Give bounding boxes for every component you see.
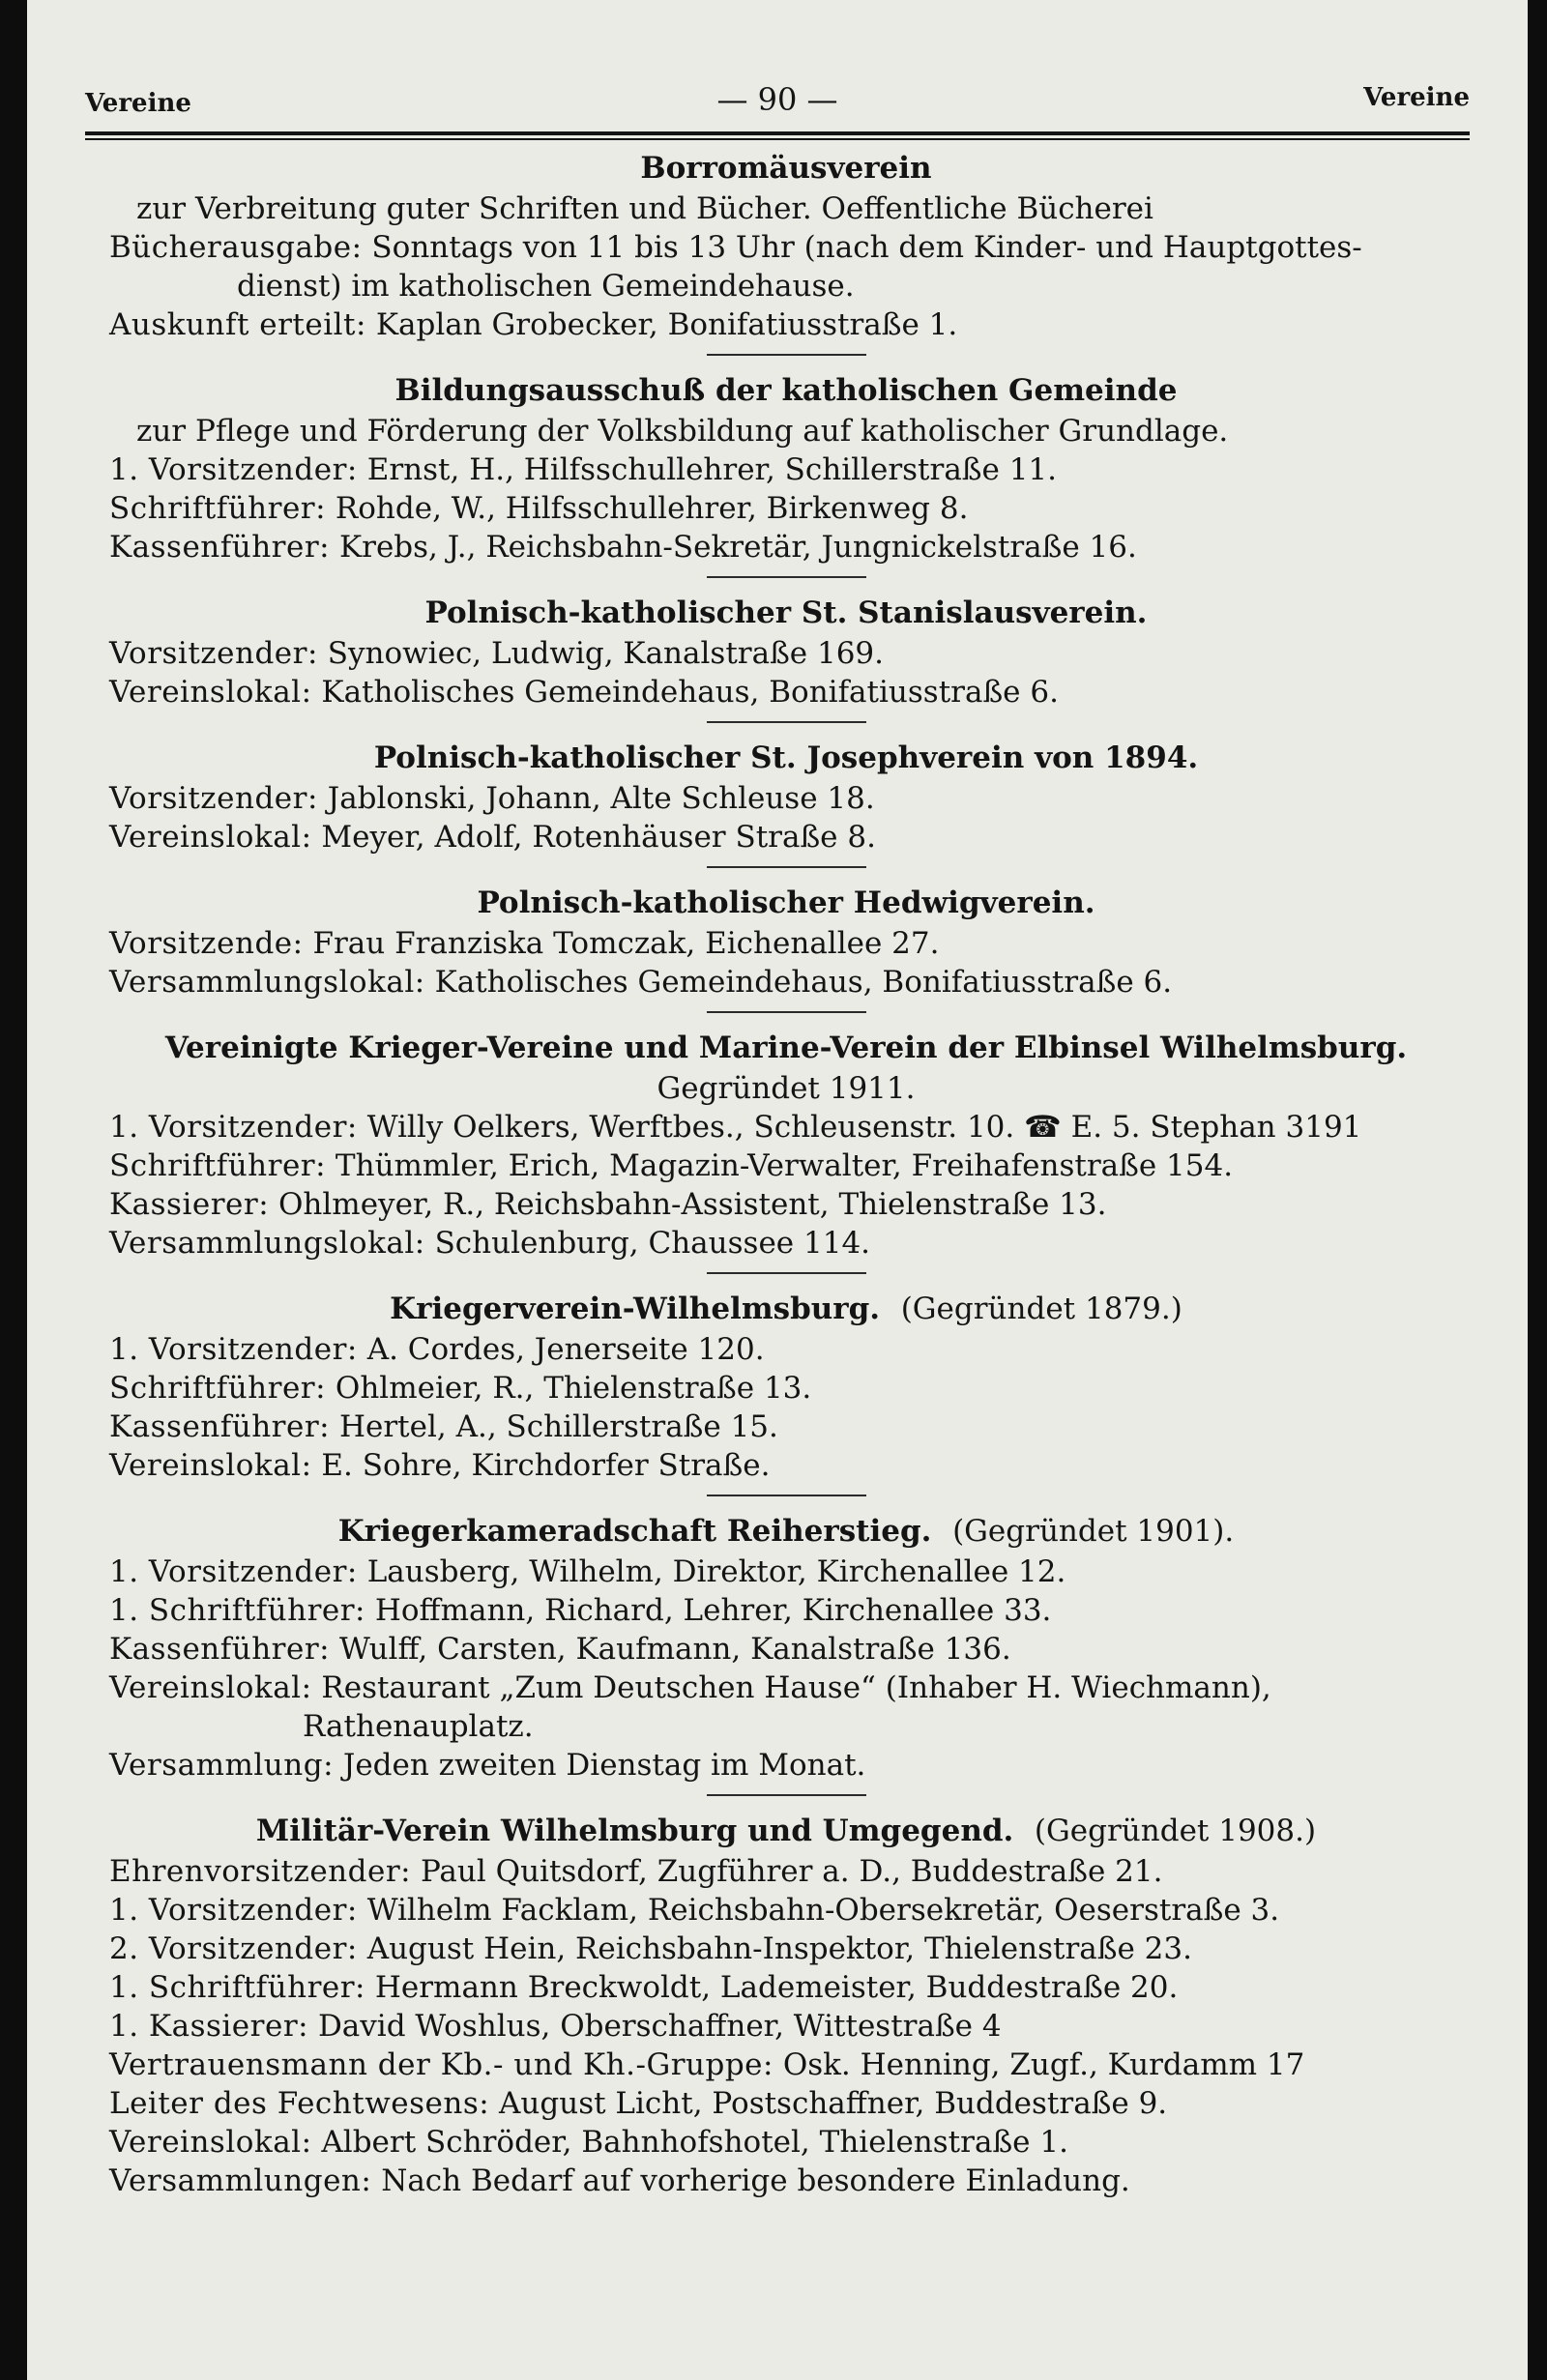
- section-divider: [707, 1272, 866, 1274]
- entry-value: Wilhelm Facklam, Reichsbahn-Obersekretär, Oeserstraße 3.: [366, 1893, 1280, 1928]
- entry-line: [109, 1852, 1463, 1891]
- entry-value: Kaplan Grobecker, Bonifatiusstraße 1.: [375, 307, 958, 342]
- entry-label: 1. Vorsitzender:: [109, 1893, 358, 1928]
- entry-value: Katholisches Gemeindehaus, Bonifatiusstraße 6.: [321, 675, 1059, 710]
- entry-line: [109, 1553, 1463, 1591]
- entry-line: [109, 673, 1463, 711]
- entry-line: [109, 1968, 1463, 2007]
- section-divider: [707, 1495, 866, 1496]
- association-entry: [109, 1810, 1463, 2200]
- entry-value: Ohlmeyer, R., Reichsbahn-Assistent, Thielenstraße 13.: [278, 1187, 1107, 1222]
- entry-line: [109, 963, 1463, 1001]
- entry-value: August Hein, Reichsbahn-Inspektor, Thielenstraße 23.: [366, 1931, 1192, 1966]
- entry-value: Ernst, H., Hilfsschullehrer, Schillerstraße 11.: [366, 452, 1058, 487]
- association-name: Vereinigte Krieger-Vereine und Marine-Verein der Elbinsel Wilhelmsburg.: [164, 1030, 1408, 1065]
- entry-label: 2. Vorsitzender:: [109, 1931, 358, 1966]
- entry-label: Schriftführer:: [109, 491, 327, 526]
- entry-label: Vereinslokal:: [109, 2125, 312, 2160]
- entry-label: Auskunft erteilt:: [109, 307, 366, 342]
- entry-line: [109, 634, 1463, 673]
- entry-label: Bücherausgabe:: [109, 230, 363, 265]
- entry-line: [109, 1330, 1463, 1369]
- entry-label: Vorsitzende:: [109, 926, 304, 961]
- entry-line: [109, 528, 1463, 566]
- entry-value: Sonntags von 11 bis 13 Uhr (nach dem Kinder- und Hauptgottes-: [371, 230, 1362, 265]
- entry-line: [109, 779, 1463, 818]
- entry-label: Vertrauensmann der Kb.- und Kh.-Gruppe:: [109, 2047, 774, 2082]
- entry-value: Krebs, J., Reichsbahn-Sekretär, Jungnickelstraße 16.: [338, 530, 1137, 565]
- entry-value: zur Verbreitung guter Schriften und Bücher. Oeffentliche Bücherei: [136, 191, 1153, 226]
- entry-value: E. Sohre, Kirchdorfer Straße.: [321, 1448, 771, 1483]
- directory-content: [109, 147, 1463, 2200]
- association-title: [109, 882, 1463, 924]
- entry-label: 1. Kassierer:: [109, 2009, 309, 2044]
- entry-label: 1. Vorsitzender:: [109, 1110, 358, 1145]
- association-entry: [109, 737, 1463, 856]
- association-title: [109, 1810, 1463, 1852]
- association-title: [109, 369, 1463, 412]
- entry-line: [109, 2084, 1463, 2123]
- entry-line: [109, 1408, 1463, 1446]
- association-name: Polnisch-katholischer St. Stanislausverein.: [424, 595, 1148, 630]
- entry-value: Rathenauplatz.: [303, 1709, 534, 1744]
- entry-line: [109, 1185, 1463, 1224]
- entry-label: Versammlungen:: [109, 2163, 372, 2198]
- entry-label: 1. Schriftführer:: [109, 1593, 365, 1628]
- association-entry: [109, 1510, 1463, 1785]
- founded-note: (Gegründet 1901).: [952, 1514, 1235, 1549]
- entry-value: Osk. Henning, Zugf., Kurdamm 17: [782, 2047, 1305, 2082]
- header-left: Vereine: [85, 89, 191, 118]
- entry-label: Vereinslokal:: [109, 675, 312, 710]
- association-entry: [109, 1288, 1463, 1485]
- entry-label: Kassierer:: [109, 1187, 270, 1222]
- entry-value: zur Pflege und Förderung der Volksbildung auf katholischer Grundlage.: [136, 414, 1229, 449]
- entry-value: Ohlmeier, R., Thielenstraße 13.: [335, 1371, 812, 1406]
- entry-line: [109, 1630, 1463, 1669]
- entry-label: Vorsitzender:: [109, 781, 318, 816]
- entry-value: Rohde, W., Hilfsschullehrer, Birkenweg 8.: [335, 491, 969, 526]
- association-entry: [109, 1027, 1463, 1263]
- entry-line: [109, 450, 1463, 489]
- entry-value: Schulenburg, Chaussee 114.: [434, 1226, 871, 1261]
- entry-line: [109, 1591, 1463, 1630]
- entry-label: Vereinslokal:: [109, 820, 312, 855]
- entry-label: Leiter des Fechtwesens:: [109, 2086, 490, 2121]
- association-name: Borromäusverein: [640, 151, 932, 186]
- entry-value: Lausberg, Wilhelm, Direktor, Kirchenallee 12.: [366, 1554, 1066, 1589]
- section-divider: [707, 354, 866, 356]
- association-title: [109, 147, 1463, 189]
- entry-label: 1. Vorsitzender:: [109, 1554, 358, 1589]
- entry-label: Ehrenvorsitzender:: [109, 1854, 412, 1889]
- entry-value: dienst) im katholischen Gemeindehause.: [237, 269, 855, 304]
- entry-value: August Licht, Postschaffner, Buddestraße 9.: [499, 2086, 1168, 2121]
- entry-line: [109, 1224, 1463, 1263]
- entry-label: Schriftführer:: [109, 1371, 327, 1406]
- entry-label: 1. Schriftführer:: [109, 1970, 365, 2005]
- entry-label: Kassenführer:: [109, 1632, 331, 1667]
- entry-label: Schriftführer:: [109, 1148, 327, 1183]
- section-divider: [707, 721, 866, 723]
- entry-label: Vereinslokal:: [109, 1448, 312, 1483]
- entry-value: Willy Oelkers, Werftbes., Schleusenstr. 10. ☎ E. 5. Stephan 3191: [366, 1110, 1362, 1145]
- entry-value: Meyer, Adolf, Rotenhäuser Straße 8.: [321, 820, 876, 855]
- entry-line: [109, 2007, 1463, 2046]
- entry-line: [109, 1707, 1463, 1746]
- entry-label: Vereinslokal:: [109, 1670, 312, 1705]
- entry-label: Vorsitzender:: [109, 636, 318, 671]
- section-divider: [707, 1011, 866, 1013]
- association-name: Kriegerkameradschaft Reiherstieg.: [337, 1514, 932, 1549]
- page-number: — 90 —: [716, 81, 838, 118]
- entry-label: 1. Vorsitzender:: [109, 452, 358, 487]
- header-rule: [85, 131, 1470, 135]
- entry-value: Hoffmann, Richard, Lehrer, Kirchenallee 33.: [374, 1593, 1052, 1628]
- entry-value: Hermann Breckwoldt, Lademeister, Buddestraße 20.: [374, 1970, 1179, 2005]
- entry-line: [109, 412, 1463, 450]
- association-name: Bildungsausschuß der katholischen Gemeinde: [394, 373, 1178, 408]
- entry-label: Versammlungslokal:: [109, 1226, 425, 1261]
- entry-line: [109, 818, 1463, 856]
- entry-value: Jablonski, Johann, Alte Schleuse 18.: [327, 781, 875, 816]
- association-name: Polnisch-katholischer Hedwigverein.: [477, 885, 1095, 920]
- entry-line: [109, 228, 1463, 267]
- entry-value: Wulff, Carsten, Kaufmann, Kanalstraße 136.: [338, 1632, 1011, 1667]
- entry-value: Synowiec, Ludwig, Kanalstraße 169.: [327, 636, 885, 671]
- entry-line: [109, 2046, 1463, 2084]
- association-entry: [109, 882, 1463, 1001]
- entry-label: 1. Vorsitzender:: [109, 1332, 358, 1367]
- section-divider: [707, 866, 866, 868]
- entry-line: [109, 2162, 1463, 2200]
- association-title: [109, 592, 1463, 634]
- entry-line: [109, 1369, 1463, 1408]
- entry-line: [109, 1669, 1463, 1707]
- entry-line: [109, 1746, 1463, 1785]
- entry-value: David Woshlus, Oberschaffner, Wittestraße 4: [317, 2009, 1002, 2044]
- header-right: Vereine: [1363, 83, 1470, 112]
- entry-label: Versammlungslokal:: [109, 965, 425, 1000]
- entry-value: Jeden zweiten Dienstag im Monat.: [342, 1748, 866, 1783]
- document-page: [27, 0, 1528, 2380]
- entry-line: [109, 489, 1463, 528]
- entry-line: [109, 305, 1463, 344]
- entry-value: A. Cordes, Jenerseite 120.: [366, 1332, 765, 1367]
- founded-subtitle: Gegründet 1911.: [657, 1071, 916, 1106]
- entry-value: Paul Quitsdorf, Zugführer a. D., Buddestraße 21.: [420, 1854, 1163, 1889]
- entry-line: [109, 189, 1463, 228]
- entry-line: [109, 1930, 1463, 1968]
- entry-value: Nach Bedarf auf vorherige besondere Einladung.: [381, 2163, 1130, 2198]
- association-name: Kriegerverein-Wilhelmsburg.: [390, 1292, 881, 1326]
- entry-line: [109, 267, 1463, 305]
- entry-line: [109, 1446, 1463, 1485]
- section-divider: [707, 1794, 866, 1796]
- association-entry: [109, 369, 1463, 566]
- entry-line: [109, 924, 1463, 963]
- entry-label: Versammlung:: [109, 1748, 335, 1783]
- entry-line: [109, 1891, 1463, 1930]
- entry-value: Hertel, A., Schillerstraße 15.: [338, 1409, 778, 1444]
- entry-label: Kassenführer:: [109, 530, 331, 565]
- section-divider: [707, 576, 866, 578]
- entry-line: [109, 2123, 1463, 2162]
- entry-value: Katholisches Gemeindehaus, Bonifatiusstraße 6.: [434, 965, 1173, 1000]
- association-name: Militär-Verein Wilhelmsburg und Umgegend.: [255, 1814, 1014, 1848]
- association-title: [109, 737, 1463, 779]
- entry-value: Thümmler, Erich, Magazin-Verwalter, Freihafenstraße 154.: [335, 1148, 1234, 1183]
- page-header: [85, 75, 1470, 124]
- entry-value: Frau Franziska Tomczak, Eichenallee 27.: [312, 926, 940, 961]
- founded-note: (Gegründet 1908.): [1034, 1814, 1317, 1848]
- association-name: Polnisch-katholischer St. Josephverein von 1894.: [373, 740, 1199, 775]
- association-entry: [109, 147, 1463, 344]
- association-entry: [109, 592, 1463, 711]
- entry-value: Albert Schröder, Bahnhofshotel, Thielenstraße 1.: [321, 2125, 1068, 2160]
- association-title: [109, 1027, 1463, 1069]
- entry-label: Kassenführer:: [109, 1409, 331, 1444]
- entry-line: [109, 1146, 1463, 1185]
- entry-line: [109, 1108, 1463, 1146]
- association-title: [109, 1288, 1463, 1330]
- entry-value: Restaurant „Zum Deutschen Hause“ (Inhaber H. Wiechmann),: [321, 1670, 1271, 1705]
- association-title: [109, 1510, 1463, 1553]
- header-rule-thin: [85, 138, 1470, 140]
- founded-note: (Gegründet 1879.): [900, 1292, 1182, 1326]
